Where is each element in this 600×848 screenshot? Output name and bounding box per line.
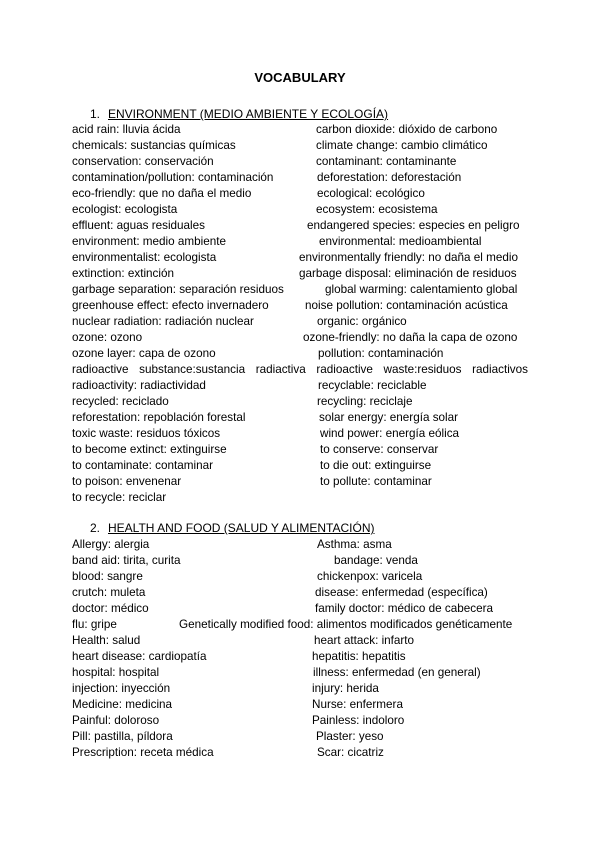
vocab-entry-left: hospital: hospital bbox=[72, 666, 160, 679]
vocab-row bbox=[72, 458, 530, 474]
vocab-entry-right: organic: orgánico bbox=[317, 315, 407, 328]
vocab-entry-right: ecosystem: ecosistema bbox=[316, 203, 438, 216]
vocab-entry-right: Scar: cicatriz bbox=[317, 746, 384, 759]
vocab-row bbox=[72, 697, 530, 713]
vocab-entry-left: Prescription: receta médica bbox=[72, 746, 214, 759]
vocab-entry-right: illness: enfermedad (en general) bbox=[313, 666, 481, 679]
vocab-entry-left: reforestation: repoblación forestal bbox=[72, 411, 246, 424]
vocab-row bbox=[72, 713, 530, 729]
vocab-row bbox=[72, 426, 530, 442]
vocab-entry-left: ozone: ozono bbox=[72, 331, 143, 344]
vocab-entry: radioactive substance:sustancia radiactiva radioactive waste:residuos radiactivos bbox=[72, 363, 528, 376]
vocab-row bbox=[72, 138, 530, 154]
vocab-entry-right: climate change: cambio climático bbox=[316, 139, 488, 152]
vocab-entry-right: Nurse: enfermera bbox=[312, 698, 403, 711]
vocab-entry-left: environmentalist: ecologista bbox=[72, 251, 217, 264]
vocab-row bbox=[72, 154, 530, 170]
vocab-row bbox=[72, 250, 530, 266]
vocab-row bbox=[72, 282, 530, 298]
vocab-row bbox=[72, 474, 530, 490]
vocab-entry-left: ozone layer: capa de ozono bbox=[72, 347, 216, 360]
section-number: 1. bbox=[90, 107, 101, 121]
vocab-row bbox=[72, 665, 530, 681]
vocab-entry-left: acid rain: lluvia ácida bbox=[72, 123, 181, 136]
vocab-entry-left: band aid: tirita, curita bbox=[72, 554, 181, 567]
vocab-row bbox=[72, 601, 530, 617]
vocab-entry-left: to poison: envenenar bbox=[72, 475, 182, 488]
vocab-row bbox=[72, 314, 530, 330]
vocab-entry-left: Allergy: alergia bbox=[72, 538, 150, 551]
vocab-row bbox=[72, 537, 530, 553]
vocab-entry-left: to recycle: reciclar bbox=[72, 491, 167, 504]
vocab-entry-right: injury: herida bbox=[312, 682, 379, 695]
page-title: VOCABULARY bbox=[254, 70, 346, 85]
vocab-entry-right: global warming: calentamiento global bbox=[325, 283, 518, 296]
vocab-entry-right: environmental: medioambiental bbox=[319, 235, 482, 248]
vocab-entry-left: Health: salud bbox=[72, 634, 141, 647]
section-heading-health bbox=[90, 521, 375, 535]
vocab-entry-right: recyclable: reciclable bbox=[318, 379, 427, 392]
vocab-entry-left: to become extinct: extinguirse bbox=[72, 443, 227, 456]
vocab-entry-right: heart attack: infarto bbox=[314, 634, 415, 647]
vocab-entry-right: carbon dioxide: dióxido de carbono bbox=[316, 123, 498, 136]
vocab-entry-left: doctor: médico bbox=[72, 602, 149, 615]
vocab-row bbox=[72, 394, 530, 410]
vocab-entry-left: Painful: doloroso bbox=[72, 714, 160, 727]
vocab-entry-left: Medicine: medicina bbox=[72, 698, 173, 711]
vocab-row bbox=[72, 186, 530, 202]
section-title: HEALTH AND FOOD (SALUD Y ALIMENTACIÓN) bbox=[108, 521, 375, 535]
vocab-entry-right: family doctor: médico de cabecera bbox=[315, 602, 493, 615]
vocab-entry-left: greenhouse effect: efecto invernadero bbox=[72, 299, 269, 312]
vocab-entry-right: ozone-friendly: no daña la capa de ozono bbox=[303, 331, 518, 344]
vocab-entry-left: crutch: muleta bbox=[72, 586, 146, 599]
vocab-row bbox=[72, 442, 530, 458]
vocab-entry-right: to conserve: conservar bbox=[320, 443, 439, 456]
vocab-entry-left: conservation: conservación bbox=[72, 155, 214, 168]
section-number: 2. bbox=[90, 521, 101, 535]
vocab-row bbox=[72, 202, 530, 218]
vocab-entry-right: recycling: reciclaje bbox=[317, 395, 413, 408]
vocab-entry-right: disease: enfermedad (específica) bbox=[315, 586, 488, 599]
vocab-row bbox=[72, 729, 530, 745]
vocab-row bbox=[72, 617, 530, 633]
vocab-entry-left: extinction: extinción bbox=[72, 267, 174, 280]
vocab-entry-right: hepatitis: hepatitis bbox=[312, 650, 406, 663]
vocab-entry-left: to contaminate: contaminar bbox=[72, 459, 213, 472]
vocab-row bbox=[72, 330, 530, 346]
vocab-entry-right: garbage disposal: eliminación de residuos bbox=[299, 267, 517, 280]
vocab-entry-right: solar energy: energía solar bbox=[319, 411, 459, 424]
vocab-entry-right: to die out: extinguirse bbox=[320, 459, 432, 472]
vocab-row bbox=[72, 346, 530, 362]
vocab-row bbox=[72, 569, 530, 585]
vocab-entry-left: injection: inyección bbox=[72, 682, 171, 695]
vocab-entry-left: flu: gripe bbox=[72, 618, 117, 631]
vocab-entry-right: noise pollution: contaminación acústica bbox=[305, 299, 508, 312]
vocab-entry-right: pollution: contaminación bbox=[318, 347, 444, 360]
vocab-row bbox=[72, 745, 530, 761]
vocab-row bbox=[72, 234, 530, 250]
vocab-row bbox=[72, 649, 530, 665]
vocab-entry-left: contamination/pollution: contaminación bbox=[72, 171, 274, 184]
vocab-entry-right: chickenpox: varicela bbox=[317, 570, 423, 583]
vocab-entry-left: toxic waste: residuos tóxicos bbox=[72, 427, 221, 440]
vocab-entry-right: contaminant: contaminante bbox=[316, 155, 457, 168]
section-title: ENVIRONMENT (MEDIO AMBIENTE Y ECOLOGÍA) bbox=[108, 107, 389, 121]
vocab-row bbox=[72, 122, 530, 138]
vocab-row bbox=[72, 266, 530, 282]
vocab-row bbox=[72, 170, 530, 186]
vocab-row bbox=[72, 553, 530, 569]
vocab-entry-right: to pollute: contaminar bbox=[320, 475, 432, 488]
vocab-row bbox=[72, 378, 530, 394]
section-heading-environment bbox=[90, 107, 388, 121]
vocab-entry-left: nuclear radiation: radiación nuclear bbox=[72, 315, 254, 328]
vocab-entry-left: radioactivity: radiactividad bbox=[72, 379, 206, 392]
environment-vocabulary-list bbox=[72, 122, 530, 506]
vocab-entry-left: garbage separation: separación residuos bbox=[72, 283, 284, 296]
vocab-entry-left: effluent: aguas residuales bbox=[72, 219, 205, 232]
vocab-entry-left: eco-friendly: que no daña el medio bbox=[72, 187, 252, 200]
vocab-entry-right: wind power: energía eólica bbox=[320, 427, 460, 440]
vocab-entry-right: Asthma: asma bbox=[317, 538, 392, 551]
vocab-entry-right: ecological: ecológico bbox=[317, 187, 425, 200]
vocab-entry-left: blood: sangre bbox=[72, 570, 143, 583]
vocab-entry-right: Plaster: yeso bbox=[316, 730, 384, 743]
vocab-row bbox=[72, 218, 530, 234]
vocab-entry-right: bandage: venda bbox=[334, 554, 418, 567]
vocab-row bbox=[72, 633, 530, 649]
vocab-entry-left: recycled: reciclado bbox=[72, 395, 169, 408]
vocab-entry-right: environmentally friendly: no daña el medio bbox=[299, 251, 518, 264]
vocab-row bbox=[72, 585, 530, 601]
vocab-row bbox=[72, 362, 530, 378]
vocab-entry-left: ecologist: ecologista bbox=[72, 203, 178, 216]
vocab-entry-right: Painless: indoloro bbox=[312, 714, 405, 727]
health-vocabulary-list bbox=[72, 537, 530, 761]
vocab-entry-right: Genetically modified food: alimentos modificados genéticamente bbox=[179, 618, 513, 631]
vocab-entry-left: chemicals: sustancias químicas bbox=[72, 139, 236, 152]
vocab-entry-left: environment: medio ambiente bbox=[72, 235, 226, 248]
vocab-entry-left: Pill: pastilla, píldora bbox=[72, 730, 173, 743]
vocab-row bbox=[72, 410, 530, 426]
vocab-row bbox=[72, 681, 530, 697]
vocab-row bbox=[72, 490, 530, 506]
vocab-entry-right: deforestation: deforestación bbox=[317, 171, 462, 184]
vocab-entry-right: endangered species: especies en peligro bbox=[307, 219, 520, 232]
vocab-row bbox=[72, 298, 530, 314]
vocab-entry-left: heart disease: cardiopatía bbox=[72, 650, 207, 663]
